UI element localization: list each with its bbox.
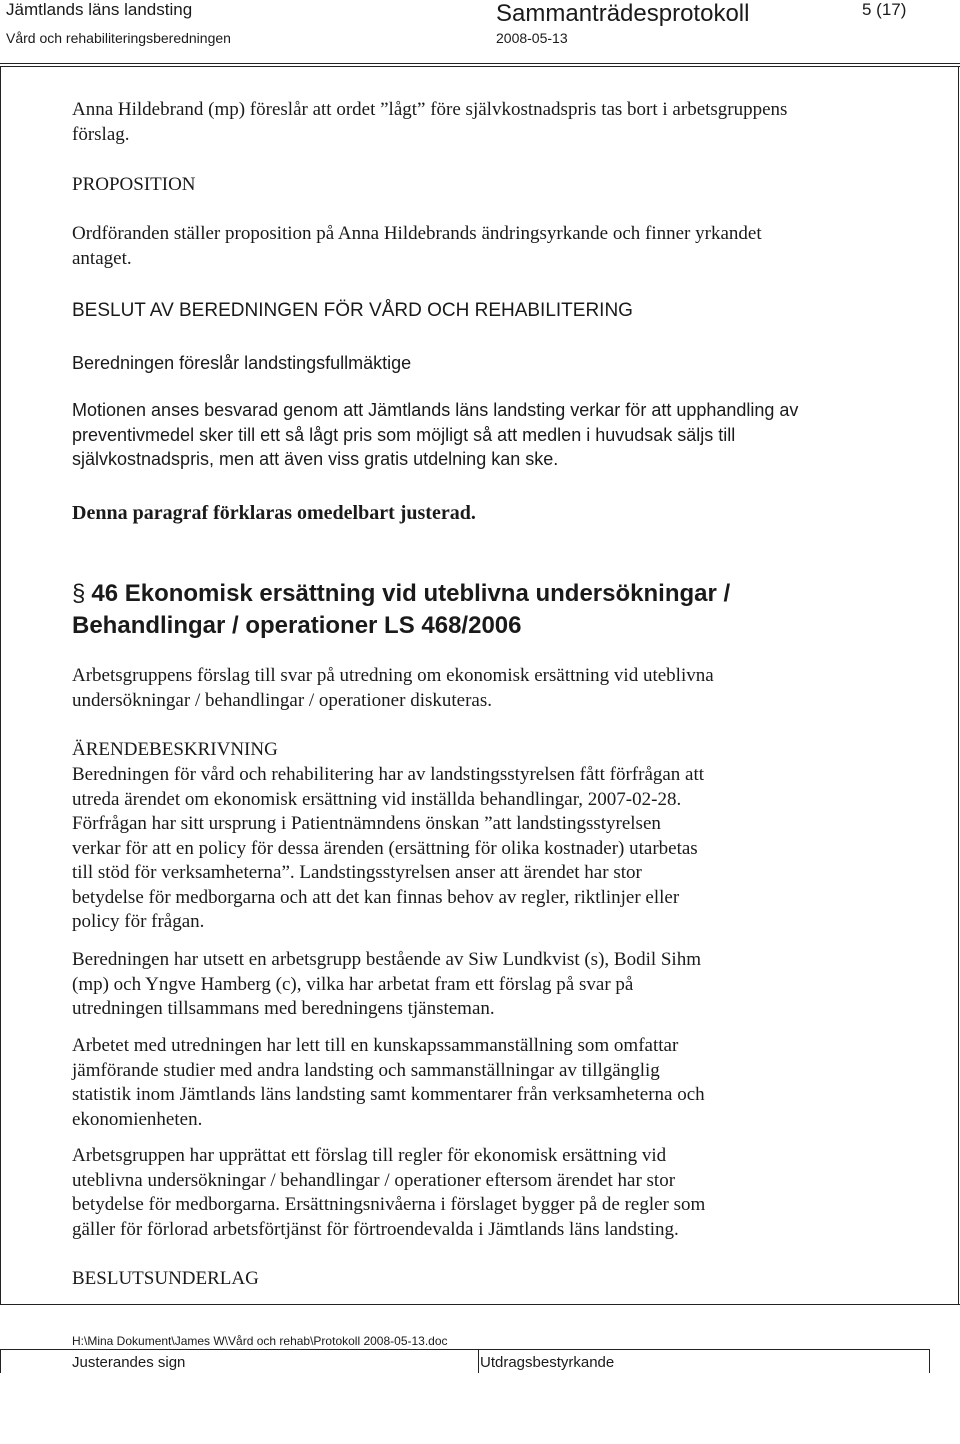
text-line: Beredningen har utsett en arbetsgrupp bestående av Siw Lundkvist (s), Bodil Sihm [72, 949, 701, 970]
text-line: Motionen anses besvarad genom att Jämtlands läns landsting verkar för att upphandling av [72, 400, 799, 420]
text-line: utredningen tillsammans med beredningens tjänsteman. [72, 998, 495, 1019]
paragraph-amendment [72, 98, 787, 147]
text-line: undersökningar / behandlingar / operationer diskuteras. [72, 689, 492, 711]
paragraph-utsett [72, 948, 701, 1022]
text-line: antaget. [72, 247, 132, 269]
footer-cell-border [478, 1349, 479, 1373]
footer-rule-mid [0, 1349, 930, 1350]
document-title: Sammanträdesprotokoll [496, 0, 750, 27]
right-margin-line [958, 66, 959, 1304]
text-line: betydelse för medborgarna. Ersättningsnivåerna i förslaget bygger på de regler som [72, 1194, 706, 1215]
text-line: Denna paragraf förklaras omedelbart justerad. [72, 502, 476, 524]
text-line: Beredningen föreslår landstingsfullmäktige [72, 353, 412, 373]
text-line: verkar för att en policy för dessa ärenden (ersättning för olika kostnader) utarbetas [72, 837, 698, 859]
text-line: policy för frågan. [72, 911, 205, 932]
text-line: ekonomienheten. [72, 1108, 203, 1130]
section-46-title [72, 578, 730, 642]
heading-text: BESLUTSUNDERLAG [72, 1268, 259, 1289]
arende-heading [72, 738, 278, 763]
text-line: självkostnadspris, men att även viss gratis utdelning kan ske. [72, 449, 559, 469]
page-number: 5 (17) [862, 0, 907, 19]
section-symbol: § [72, 580, 86, 607]
section-title-line: Behandlingar / operationer LS 468/2006 [72, 612, 522, 639]
section-title-line: 46 Ekonomisk ersättning vid uteblivna undersökningar / [91, 580, 731, 607]
text-line: statistik inom Jämtlands läns landsting samt kommentarer från verksamheterna och [72, 1084, 705, 1105]
proposition-heading [72, 173, 196, 198]
heading-text: ÄRENDEBESKRIVNING [72, 739, 278, 760]
text-line: förslag. [72, 123, 130, 145]
paragraph-arende [72, 763, 704, 935]
text-line: Arbetsgruppen har upprättat ett förslag till regler för ekonomisk ersättning vid [72, 1145, 667, 1166]
text-line: Förfrågan har sitt ursprung i Patientnämndens önskan ”att landstingsstyrelsen [72, 813, 661, 834]
paragraph-proposition [72, 222, 762, 271]
heading-text: PROPOSITION [72, 174, 196, 195]
justerad-statement [72, 501, 476, 526]
text-line: Arbetet med utredningen har lett till en kunskapssammanställning som omfattar [72, 1035, 679, 1056]
beslut-heading [72, 299, 633, 324]
text-line: Arbetsgruppens förslag till svar på utredning om ekonomisk ersättning vid uteblivna [72, 665, 714, 686]
header-rule-lower [0, 66, 960, 67]
footer-cell-border [0, 1349, 1, 1373]
left-margin-line [0, 66, 1, 1304]
text-line: uteblivna undersökningar / behandlingar / operationer eftersom ärendet har stor [72, 1169, 676, 1191]
text-line: gäller för förlorad arbetsförtjänst för förtroendevalda i Jämtlands läns landsting. [72, 1218, 679, 1240]
footer-cell-border [929, 1349, 930, 1373]
file-path: H:\Mina Dokument\James W\Vård och rehab\Protokoll 2008-05-13.doc [72, 1334, 448, 1348]
text-line: utreda ärendet om ekonomisk ersättning vid inställda behandlingar, 2007-02-28. [72, 788, 682, 810]
header-rule [0, 63, 960, 64]
utdragsbestyrkande-label: Utdragsbestyrkande [480, 1354, 615, 1371]
text-line: jämförande studier med andra landsting och sammanställningar av tillgänglig [72, 1059, 660, 1081]
beslut-intro [72, 351, 411, 376]
text-line: Ordföranden ställer proposition på Anna Hildebrands ändringsyrkande och finner yrkandet [72, 223, 762, 244]
text-line: betydelse för medborgarna och att det kan finnas behov av regler, riktlinjer eller [72, 886, 680, 908]
text-line: Beredningen för vård och rehabilitering har av landstingsstyrelsen fått förfrågan att [72, 764, 705, 785]
text-line: till stöd för verksamheterna”. Landstingsstyrelsen anser att ärendet har stor [72, 862, 642, 883]
justerandes-sign-label: Justerandes sign [72, 1354, 186, 1371]
paragraph-arbetet [72, 1034, 705, 1132]
organization-name: Jämtlands läns landsting [6, 0, 193, 19]
paragraph-arbetsgrupp [72, 664, 714, 713]
beslutsunderlag-heading [72, 1267, 259, 1292]
footer-rule [0, 1304, 960, 1305]
heading-text: BESLUT AV BEREDNINGEN FÖR VÅRD OCH REHABILITERING [72, 300, 633, 321]
paragraph-upprattat [72, 1144, 705, 1242]
beslut-text [72, 398, 798, 472]
text-line: Anna Hildebrand (mp) föreslår att ordet ”lågt” före självkostnadspris tas bort i arbetsgruppens [72, 99, 788, 120]
department-name: Vård och rehabiliteringsberedningen [6, 30, 231, 46]
text-line: (mp) och Yngve Hamberg (c), vilka har arbetat fram ett förslag på svar på [72, 973, 634, 995]
text-line: preventivmedel sker till ett så lågt pris som möjligt så att medlen i huvudsak säljs till [72, 424, 736, 445]
meeting-date: 2008-05-13 [496, 30, 568, 46]
